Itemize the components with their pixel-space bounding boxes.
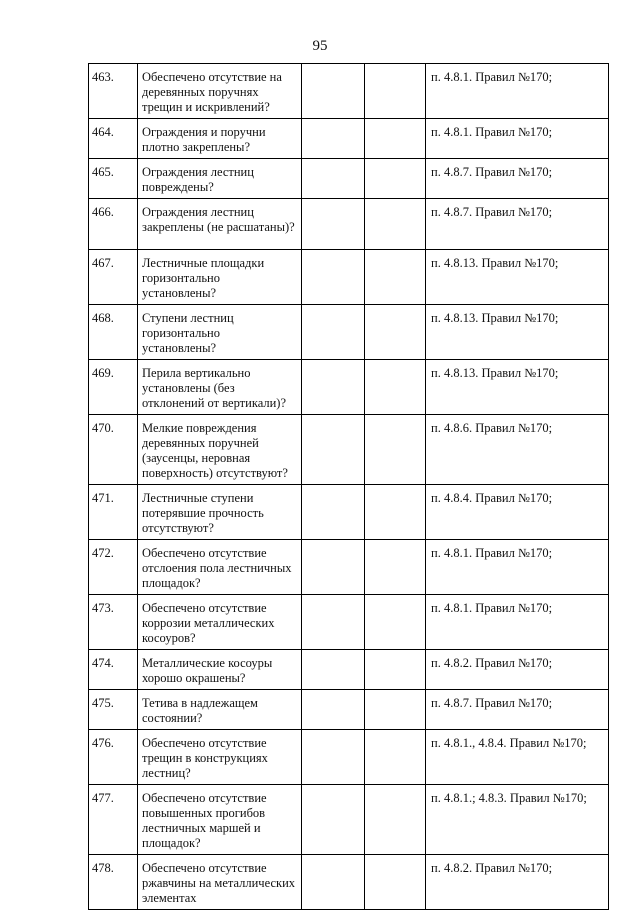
answer-cell-yes xyxy=(302,855,365,910)
answer-cell-yes xyxy=(302,650,365,690)
table-row xyxy=(89,785,609,855)
question-cell: Обеспечено отсутствие повышенных прогибов лестничных маршей и площадок? xyxy=(138,785,302,855)
reference-cell: п. 4.8.1. Правил №170; xyxy=(426,119,609,159)
answer-cell-yes xyxy=(302,485,365,540)
reference-cell: п. 4.8.1. Правил №170; xyxy=(426,64,609,119)
answer-cell-no xyxy=(365,305,426,360)
table-row xyxy=(89,730,609,785)
answer-cell-no xyxy=(365,540,426,595)
table-row xyxy=(89,415,609,485)
row-number: 466. xyxy=(89,199,138,250)
question-cell: Обеспечено отсутствие на деревянных поручнях трещин и искривлений? xyxy=(138,64,302,119)
row-number: 471. xyxy=(89,485,138,540)
table-row xyxy=(89,540,609,595)
question-cell: Металлические косоуры хорошо окрашены? xyxy=(138,650,302,690)
answer-cell-yes xyxy=(302,305,365,360)
reference-cell: п. 4.8.7. Правил №170; xyxy=(426,690,609,730)
checklist-table xyxy=(88,63,609,910)
reference-cell: п. 4.8.1.; 4.8.3. Правил №170; xyxy=(426,785,609,855)
table-row xyxy=(89,64,609,119)
answer-cell-no xyxy=(365,855,426,910)
question-cell: Ограждения и поручни плотно закреплены? xyxy=(138,119,302,159)
answer-cell-yes xyxy=(302,415,365,485)
row-number: 469. xyxy=(89,360,138,415)
answer-cell-no xyxy=(365,64,426,119)
answer-cell-yes xyxy=(302,199,365,250)
row-number: 475. xyxy=(89,690,138,730)
answer-cell-yes xyxy=(302,730,365,785)
table-row xyxy=(89,855,609,910)
table-row xyxy=(89,119,609,159)
table-row xyxy=(89,650,609,690)
reference-cell: п. 4.8.1. Правил №170; xyxy=(426,540,609,595)
table-row xyxy=(89,690,609,730)
question-cell: Обеспечено отсутствие отслоения пола лестничных площадок? xyxy=(138,540,302,595)
row-number: 465. xyxy=(89,159,138,199)
answer-cell-no xyxy=(365,650,426,690)
table-row xyxy=(89,360,609,415)
row-number: 464. xyxy=(89,119,138,159)
reference-cell: п. 4.8.7. Правил №170; xyxy=(426,199,609,250)
reference-cell: п. 4.8.1. Правил №170; xyxy=(426,595,609,650)
question-cell: Обеспечено отсутствие ржавчины на металлических элементах xyxy=(138,855,302,910)
question-cell: Лестничные площадки горизонтально установлены? xyxy=(138,250,302,305)
answer-cell-no xyxy=(365,415,426,485)
checklist-body xyxy=(89,64,609,910)
row-number: 467. xyxy=(89,250,138,305)
answer-cell-no xyxy=(365,360,426,415)
table-row xyxy=(89,485,609,540)
row-number: 476. xyxy=(89,730,138,785)
row-number: 474. xyxy=(89,650,138,690)
answer-cell-yes xyxy=(302,360,365,415)
answer-cell-yes xyxy=(302,119,365,159)
table-row xyxy=(89,305,609,360)
question-cell: Лестничные ступени потерявшие прочность отсутствуют? xyxy=(138,485,302,540)
answer-cell-yes xyxy=(302,595,365,650)
table-row xyxy=(89,250,609,305)
answer-cell-yes xyxy=(302,64,365,119)
reference-cell: п. 4.8.2. Правил №170; xyxy=(426,650,609,690)
answer-cell-no xyxy=(365,730,426,785)
reference-cell: п. 4.8.1., 4.8.4. Правил №170; xyxy=(426,730,609,785)
answer-cell-no xyxy=(365,119,426,159)
answer-cell-no xyxy=(365,199,426,250)
answer-cell-yes xyxy=(302,540,365,595)
answer-cell-yes xyxy=(302,159,365,199)
question-cell: Ограждения лестниц закреплены (не расшатаны)? xyxy=(138,199,302,250)
row-number: 470. xyxy=(89,415,138,485)
row-number: 478. xyxy=(89,855,138,910)
row-number: 477. xyxy=(89,785,138,855)
answer-cell-no xyxy=(365,690,426,730)
table-row xyxy=(89,159,609,199)
question-cell: Обеспечено отсутствие трещин в конструкциях лестниц? xyxy=(138,730,302,785)
row-number: 473. xyxy=(89,595,138,650)
page-number: 95 xyxy=(312,38,328,54)
answer-cell-no xyxy=(365,595,426,650)
row-number: 463. xyxy=(89,64,138,119)
answer-cell-no xyxy=(365,250,426,305)
table-row xyxy=(89,199,609,250)
reference-cell: п. 4.8.13. Правил №170; xyxy=(426,250,609,305)
answer-cell-no xyxy=(365,485,426,540)
reference-cell: п. 4.8.2. Правил №170; xyxy=(426,855,609,910)
row-number: 468. xyxy=(89,305,138,360)
question-cell: Перила вертикально установлены (без отклонений от вертикали)? xyxy=(138,360,302,415)
reference-cell: п. 4.8.7. Правил №170; xyxy=(426,159,609,199)
question-cell: Мелкие повреждения деревянных поручней (заусенцы, неровная поверхность) отсутствуют? xyxy=(138,415,302,485)
question-cell: Ступени лестниц горизонтально установлены? xyxy=(138,305,302,360)
reference-cell: п. 4.8.13. Правил №170; xyxy=(426,305,609,360)
question-cell: Обеспечено отсутствие коррозии металлических косоуров? xyxy=(138,595,302,650)
table-row xyxy=(89,595,609,650)
answer-cell-yes xyxy=(302,690,365,730)
question-cell: Тетива в надлежащем состоянии? xyxy=(138,690,302,730)
answer-cell-yes xyxy=(302,785,365,855)
reference-cell: п. 4.8.13. Правил №170; xyxy=(426,360,609,415)
row-number: 472. xyxy=(89,540,138,595)
reference-cell: п. 4.8.6. Правил №170; xyxy=(426,415,609,485)
reference-cell: п. 4.8.4. Правил №170; xyxy=(426,485,609,540)
answer-cell-no xyxy=(365,159,426,199)
question-cell: Ограждения лестниц повреждены? xyxy=(138,159,302,199)
answer-cell-yes xyxy=(302,250,365,305)
answer-cell-no xyxy=(365,785,426,855)
